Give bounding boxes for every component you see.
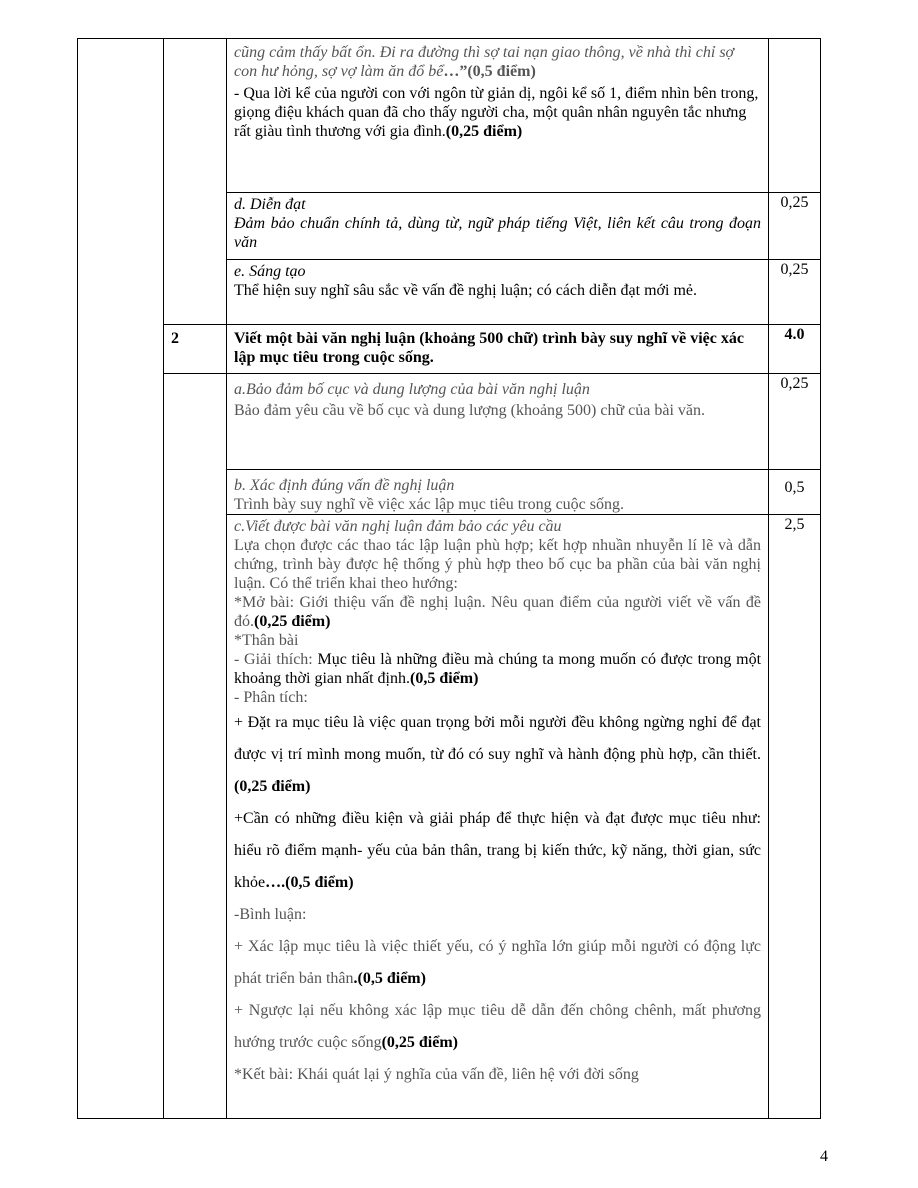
- row7-pt1: + Đặt ra mục tiêu là việc quan trọng bởi mỗi người đều không ngừng nghỉ để đạt được vị trí mình mong muốn, từ đó có suy nghĩ và hành động phù hợp, cần thiết.: [234, 714, 761, 763]
- question-number: 2: [164, 325, 227, 374]
- row7-giai-thich-label: - Giải thích:: [234, 651, 318, 668]
- row7-than-bai: *Thân bài: [234, 632, 299, 649]
- content-cell: [227, 260, 769, 325]
- score-cell: 0,25: [769, 193, 821, 260]
- part-cell: [78, 39, 164, 1119]
- row7-binh-luan: -Bình luận:: [234, 906, 307, 923]
- row1-italic-text: cũng cảm thấy bất ổn. Đi ra đường thì sợ tai nạn giao thông, về nhà thì chỉ sợ con hư hỏng, sợ vợ làm ăn đổ bể: [234, 44, 735, 80]
- question-cell: [164, 374, 227, 1119]
- row1-body: - Qua lời kể của người con với ngôn từ giản dị, ngôi kể số 1, điểm nhìn bên trong, giọng điệu khách quan đã cho thấy người cha, một quân nhân nguyên tắc nhưng rất giàu tình thương với gia đình.: [234, 85, 759, 140]
- content-cell: [227, 470, 769, 515]
- row7-pt2-point: ….(0,5 điểm): [265, 874, 354, 891]
- row3-body: Thể hiện suy nghĩ sâu sắc về vấn đề nghị luận; có cách diễn đạt mới mẻ.: [234, 282, 697, 299]
- content-cell: [227, 374, 769, 470]
- row1-point: (0,5 điểm): [467, 63, 536, 80]
- table-row: [78, 374, 821, 470]
- row5-heading: a.Bảo đảm bố cục và dung lượng của bài văn nghị luận: [234, 381, 590, 398]
- content-cell: [227, 39, 769, 193]
- score-cell: 0,25: [769, 374, 821, 470]
- row5-body: Bảo đảm yêu cầu về bố cục và dung lượng (khoảng 500) chữ của bài văn.: [234, 402, 705, 419]
- table-row: [78, 39, 821, 193]
- row7-phan-tich: - Phân tích:: [234, 689, 308, 706]
- question-cell: [164, 39, 227, 325]
- table-row: [78, 325, 821, 374]
- score-cell: 0,5: [769, 470, 821, 515]
- row2-body: Đảm bảo chuẩn chính tả, dùng từ, ngữ pháp tiếng Việt, liên kết câu trong đoạn văn: [234, 215, 761, 251]
- row7-ket-bai: *Kết bài: Khái quát lại ý nghĩa của vấn đề, liên hệ với đời sống: [234, 1066, 639, 1083]
- score-cell: 4.0: [769, 325, 821, 374]
- content-cell: [227, 193, 769, 260]
- row7-pt2: +Cần có những điều kiện và giải pháp để thực hiện và đạt được mục tiêu như: hiểu rõ điểm mạnh- yếu của bản thân, trang bị kiến thức, kỹ năng, thời gian, sức khỏe: [234, 810, 761, 891]
- row3-heading: e. Sáng tạo: [234, 263, 306, 280]
- question-title: Viết một bài văn nghị luận (khoảng 500 chữ) trình bày suy nghĩ về việc xác lập mục tiêu trong cuộc sống.: [227, 325, 769, 374]
- row7-mo-bai: *Mở bài: Giới thiệu vấn đề nghị luận. Nêu quan điểm của người viết về vấn đề đó.: [234, 594, 761, 630]
- row7-bl2: + Ngược lại nếu không xác lập mục tiêu dễ dẫn đến chông chênh, mất phương hướng trước cuộc sống: [234, 1002, 761, 1051]
- row1-body-point: (0,25 điểm): [445, 123, 523, 140]
- row2-heading: d. Diễn đạt: [234, 196, 306, 213]
- row7-intro: Lựa chọn được các thao tác lập luận phù hợp; kết hợp nhuần nhuyễn lí lẽ và dẫn chứng, trình bày được hệ thống ý phù hợp theo bố cục ba phần của bài văn nghị luận. Có thể triển khai theo hướng:: [234, 537, 761, 592]
- row6-body: Trình bày suy nghĩ về việc xác lập mục tiêu trong cuộc sống.: [234, 496, 624, 513]
- grading-table: [77, 38, 821, 1119]
- row7-mo-bai-point: (0,25 điểm): [254, 613, 331, 630]
- content-cell: [227, 515, 769, 1119]
- row7-giai-thich-point: (0,5 điểm): [410, 670, 479, 687]
- page-number: 4: [820, 1148, 828, 1165]
- row7-heading: c.Viết được bài văn nghị luận đảm bảo các yêu cầu: [234, 518, 562, 535]
- score-cell: 0,25: [769, 260, 821, 325]
- row7-bl1-point: .(0,5 điểm): [353, 970, 426, 987]
- row7-bl1: + Xác lập mục tiêu là việc thiết yếu, có ý nghĩa lớn giúp mỗi người có động lực phát triển bản thân: [234, 938, 761, 987]
- score-cell: 2,5: [769, 515, 821, 1119]
- row7-pt1-point: (0,25 điểm): [234, 778, 311, 795]
- row7-bl2-point: (0,25 điểm): [381, 1034, 459, 1051]
- row6-heading: b. Xác định đúng vấn đề nghị luận: [234, 477, 455, 494]
- row7-giai-thich: Mục tiêu là những điều mà chúng ta mong muốn có được trong một khoảng thời gian nhất định.: [234, 651, 762, 687]
- score-cell: [769, 39, 821, 193]
- row1-italic-tail: …”: [443, 63, 468, 80]
